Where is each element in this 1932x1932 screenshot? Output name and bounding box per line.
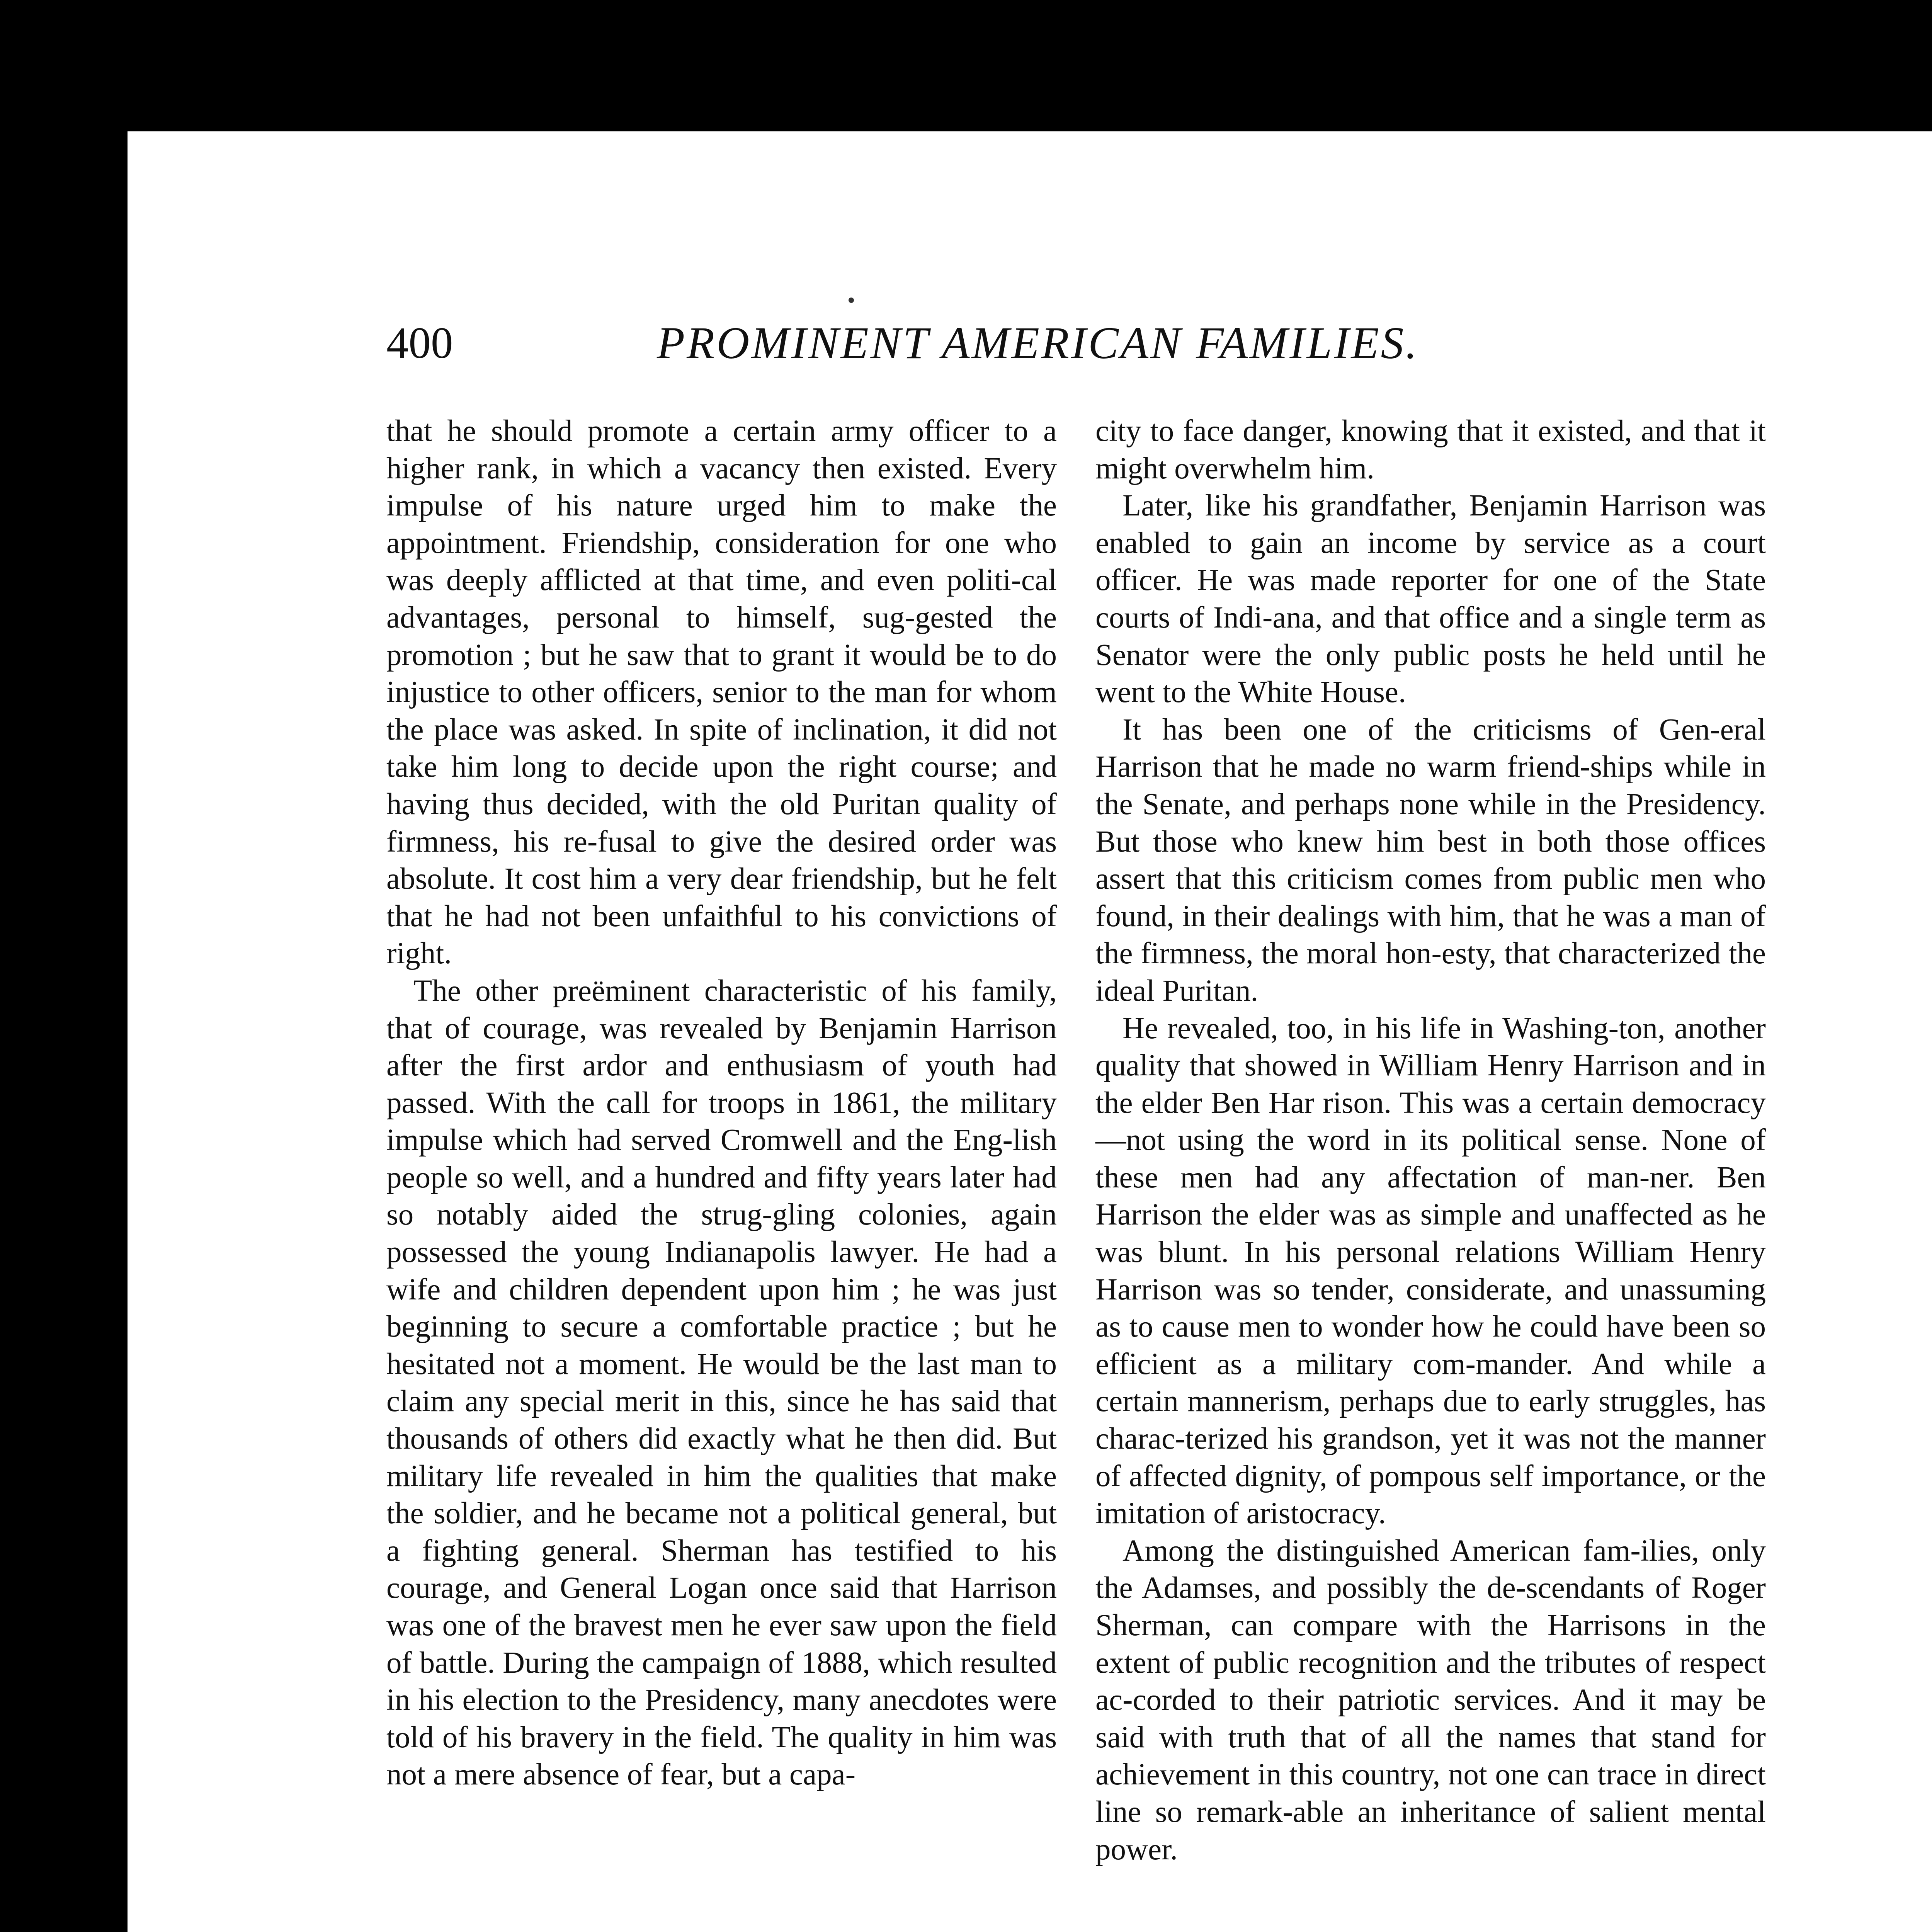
paragraph: city to face danger, knowing that it existed, and that it might overwhelm him. bbox=[1095, 414, 1766, 485]
page-number: 400 bbox=[386, 318, 453, 367]
right-column bbox=[1095, 413, 1766, 1868]
print-speck bbox=[849, 298, 854, 303]
paragraph: It has been one of the criticisms of Gen-eral Harrison that he made no warm friend-ships while in the Senate, and perhaps none while in the Presidency. But those who knew him best in both those offices assert that this criticism comes from public men who found, in their dealings with him, that he was a man of the firmness, the moral hon-esty, that characterized the ideal Puritan. bbox=[1095, 713, 1766, 1008]
left-column bbox=[386, 413, 1057, 1794]
paragraph: that he should promote a certain army officer to a higher rank, in which a vacancy then existed. Every impulse of his nature urged him to make the appointment. Friendship, consideration for one who was deeply afflicted at that time, and even politi-cal advantages, personal to himself, sug-gested the promotion ; but he saw that to grant it would be to do injustice to other officers, senior to the man for whom the place was asked. In spite of inclination, it did not take him long to decide upon the right course; and having thus decided, with the old Puritan quality of firmness, his re-fusal to give the desired order was absolute. It cost him a very dear friendship, but he felt that he had not been unfaithful to his convictions of right. bbox=[386, 414, 1057, 971]
paragraph: Among the distinguished American fam-ilies, only the Adamses, and possibly the de-scendants of Roger Sherman, can compare with the Harrisons in the extent of public recognition and the tributes of respect ac-corded to their patriotic services. And it may be said with truth that of all the names that stand for achievement in this country, not one can trace in direct line so remark-able an inheritance of salient mental power. bbox=[1095, 1534, 1766, 1866]
paragraph: He revealed, too, in his life in Washing-ton, another quality that showed in William Henry Harrison and in the elder Ben Har rison. This was a certain democracy—not using the word in its political sense. None of these men had any affectation of man-ner. Ben Harrison the elder was as simple and unaffected as he was blunt. In his personal relations William Henry Harrison was so tender, considerate, and unassuming as to cause men to wonder how he could have been so efficient as a military com-mander. And while a certain mannerism, perhaps due to early struggles, has charac-terized his grandson, yet it was not the manner of affected dignity, of pompous self importance, or the imitation of aristocracy. bbox=[1095, 1011, 1766, 1531]
running-title: PROMINENT AMERICAN FAMILIES. bbox=[657, 318, 1419, 368]
paragraph: Later, like his grandfather, Benjamin Harrison was enabled to gain an income by service as a court officer. He was made reporter for one of the State courts of Indi-ana, and that office and a single term as Senator were the only public posts he held until he went to the White House. bbox=[1095, 489, 1766, 709]
paragraph: The other preëminent characteristic of his family, that of courage, was revealed by Benjamin Harrison after the first ardor and enthusiasm of youth had passed. With the call for troops in 1861, the military impulse which had served Cromwell and the Eng-lish people so well, and a hundred and fifty years later had so notably aided the strug-gling colonies, again possessed the young Indianapolis lawyer. He had a wife and children dependent upon him ; he was just beginning to secure a comfortable practice ; but he hesitated not a moment. He would be the last man to claim any special merit in this, since he has said that thousands of others did exactly what he then did. But military life revealed in him the qualities that make the soldier, and he became not a political general, but a fighting general. Sherman has testified to his courage, and General Logan once said that Harrison was one of the bravest men he ever saw upon the field of battle. During the campaign of 1888, which resulted in his election to the Presidency, many anecdotes were told of his bravery in the field. The quality in him was not a mere absence of fear, but a capa- bbox=[386, 974, 1057, 1792]
